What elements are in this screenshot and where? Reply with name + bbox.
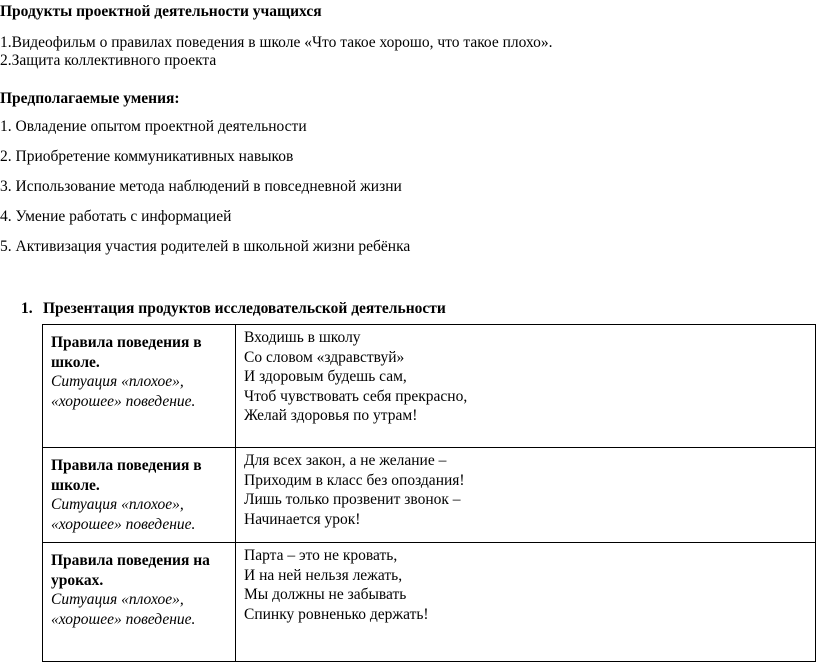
rule-title-cell	[43, 543, 236, 662]
rule-subtitle-line: Ситуация «плохое»,	[51, 591, 184, 608]
poem-line: Спинку ровненько держать!	[244, 605, 429, 623]
skill-item: 4. Умение работать с информацией	[0, 208, 232, 225]
poem-line: Лишь только прозвенит звонок –	[244, 491, 461, 508]
product-item: 2.Защита коллективного проекта	[0, 52, 217, 69]
rule-subtitle-line: Ситуация «плохое»,	[51, 496, 184, 513]
poem-line: Для всех закон, а не желание –	[244, 452, 447, 469]
skills-heading: Предполагаемые умения:	[0, 90, 180, 107]
rule-subtitle-line: «хорошее» поведение.	[51, 610, 196, 628]
poem-line: Мы должны не забывать	[244, 586, 407, 603]
poem-line: Чтоб чувствовать себя прекрасно,	[244, 387, 468, 405]
products-heading: Продукты проектной деятельности учащихся	[0, 3, 322, 20]
presentation-heading: Презентация продуктов исследовательской деятельности	[43, 300, 446, 317]
product-item: 1.Видеофильм о правилах поведения в школе «Что такое хорошо, что такое плохо».	[0, 34, 553, 51]
skill-item: 3. Использование метода наблюдений в повседневной жизни	[0, 178, 402, 195]
skill-item: 2. Приобретение коммуникативных навыков	[0, 148, 294, 165]
rule-subtitle-line: «хорошее» поведение.	[51, 515, 196, 533]
rules-table	[42, 324, 816, 662]
poem-line: Входишь в школу	[244, 329, 361, 346]
skill-item: 5. Активизация участия родителей в школьной жизни ребёнка	[0, 238, 411, 255]
table-row	[43, 325, 816, 448]
rule-title-cell	[43, 325, 236, 448]
poem-line: Желай здоровья по утрам!	[244, 407, 418, 424]
poem-line: Со словом «здравствуй»	[244, 348, 405, 366]
poem-line: Начинается урок!	[244, 510, 361, 528]
poem-cell	[236, 543, 816, 662]
poem-line: И здоровым будешь сам,	[244, 368, 407, 385]
rule-subtitle-line: «хорошее» поведение.	[51, 392, 196, 410]
poem-cell	[236, 325, 816, 448]
rule-subtitle-line: Ситуация «плохое»,	[51, 373, 184, 390]
rule-title-line: Правила поведения в	[51, 334, 202, 351]
poem-line: Парта – это не кровать,	[244, 547, 398, 564]
rule-title-line: Правила поведения в	[51, 457, 202, 474]
rule-title-cell	[43, 448, 236, 543]
poem-cell	[236, 448, 816, 543]
presentation-number: 1.	[21, 300, 33, 317]
poem-line: Приходим в класс без опоздания!	[244, 471, 465, 489]
rule-title-line: Правила поведения на	[51, 552, 210, 569]
rule-title-line: школе.	[51, 353, 100, 371]
table-row	[43, 448, 816, 543]
poem-line: И на ней нельзя лежать,	[244, 566, 403, 584]
table-row	[43, 543, 816, 662]
skill-item: 1. Овладение опытом проектной деятельности	[0, 118, 307, 135]
rule-title-line: уроках.	[51, 571, 104, 589]
rule-title-line: школе.	[51, 476, 100, 494]
